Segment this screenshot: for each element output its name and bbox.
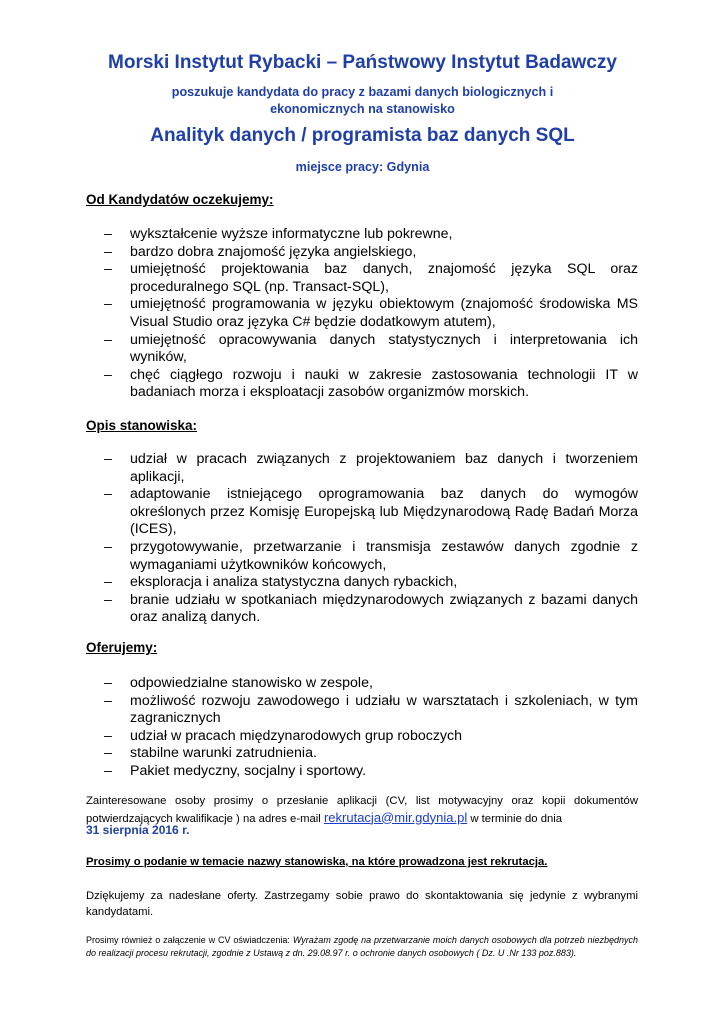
description-list bbox=[104, 451, 638, 627]
list-item: – udział w pracach związanych z projektowaniem baz danych i tworzeniem aplikacji, bbox=[104, 451, 638, 485]
dash-marker: – bbox=[104, 591, 112, 608]
requirements-list bbox=[104, 226, 638, 402]
subtitle-line-2: ekonomicznych na stanowisko bbox=[270, 102, 455, 116]
subtitle-line-1: poszukuje kandydata do pracy z bazami danych biologicznych i bbox=[171, 85, 554, 99]
list-item: – umiejętność opracowywania danych statystycznych i interpretowania ich wyników, bbox=[104, 331, 638, 366]
application-instructions: Zainteresowane osoby prosimy o przesłanie aplikacji (CV, list motywacyjny oraz kopii dokumentów potwierdzających kwalifikacje ) na adres e-mail rekrutacja@mir.gdynia.pl w terminie do dnia bbox=[86, 795, 638, 825]
subtitle bbox=[120, 84, 605, 118]
list-item: – wykształcenie wyższe informatyczne lub pokrewne, bbox=[104, 226, 453, 242]
list-item: – odpowiedzialne stanowisko w zespole, bbox=[104, 675, 373, 691]
list-item: – eksploracja i analiza statystyczna danych rybackich, bbox=[104, 574, 458, 591]
dash-marker: – bbox=[104, 675, 112, 691]
dash-marker: – bbox=[104, 331, 112, 348]
consent-clause: Prosimy również o załączenie w CV oświadczenia: Wyrażam zgodę na przetwarzanie moich danych osobowych dla potrzeb niezbędnych do realizacji procesu rekrutacji, zgodnie z Ustawą z dn. 29.08.97 r. o ochronie danych osobowych ( Dz. U .Nr 133 poz.883). bbox=[86, 935, 638, 958]
dash-marker: – bbox=[104, 486, 112, 503]
offer-heading: Oferujemy: bbox=[86, 640, 158, 655]
dash-marker: – bbox=[104, 745, 112, 762]
list-item: – adaptowanie istniejącego oprogramowania baz danych do wymogów określonych przez Komisję Europejską lub Międzynarodową Radę Badań Morza (ICES), bbox=[104, 486, 638, 538]
dash-marker: – bbox=[104, 243, 112, 260]
list-item: – stabilne warunki zatrudnienia. bbox=[104, 745, 317, 762]
list-item: – przygotowywanie, przetwarzanie i transmisja zestawów danych zgodnie z wymaganiami użytkowników końcowych, bbox=[104, 538, 638, 573]
list-item: – Pakiet medyczny, socjalny i sportowy. bbox=[104, 762, 367, 779]
dash-marker: – bbox=[104, 366, 112, 383]
offer-list bbox=[104, 675, 638, 781]
dash-marker: – bbox=[104, 451, 112, 467]
list-item: – chęć ciągłego rozwoju i nauki w zakresie zastosowania technologii IT w badaniach morza i eksploatacji zasobów organizmów morskich. bbox=[104, 366, 638, 401]
work-location: miejsce pracy: Gdynia bbox=[295, 160, 430, 174]
dash-marker: – bbox=[104, 226, 112, 242]
list-item: – umiejętność programowania w języku obiektowym (znajomość środowiska MS Visual Studio oraz języka C# będzie dodatkowym atutem), bbox=[104, 296, 638, 330]
dash-marker: – bbox=[104, 692, 112, 709]
list-item: – umiejętność projektowania baz danych, znajomość języka SQL oraz proceduralnego SQL (np. Transact-SQL), bbox=[104, 261, 638, 295]
dash-marker: – bbox=[104, 762, 112, 779]
dash-marker: – bbox=[104, 261, 112, 278]
dash-marker: – bbox=[104, 727, 112, 744]
subject-note: Prosimy o podanie w temacie nazwy stanowiska, na które prowadzona jest rekrutacja. bbox=[86, 856, 548, 868]
list-item: – udział w pracach międzynarodowych grup roboczych bbox=[104, 727, 462, 744]
deadline-date: 31 sierpnia 2016 r. bbox=[86, 823, 190, 837]
requirements-heading: Od Kandydatów oczekujemy: bbox=[86, 192, 274, 207]
description-heading: Opis stanowiska: bbox=[86, 418, 198, 433]
dash-marker: – bbox=[104, 574, 112, 591]
dash-marker: – bbox=[104, 296, 112, 313]
email-link[interactable]: rekrutacja@mir.gdynia.pl bbox=[323, 809, 468, 825]
list-item: – możliwość rozwoju zawodowego i udziału w warsztatach i szkoleniach, w tym zagranicznych bbox=[104, 692, 638, 727]
job-title: Analityk danych / programista baz danych SQL bbox=[150, 125, 575, 146]
list-item: – branie udziału w spotkaniach międzynarodowych związanych z bazami danych oraz analizą danych. bbox=[104, 591, 638, 626]
organization-title: Morski Instytut Rybacki – Państwowy Instytut Badawczy bbox=[108, 52, 617, 73]
thanks-text: Dziękujemy za nadesłane oferty. Zastrzegamy sobie prawo do skontaktowania się jedynie z wybranymi kandydatami. bbox=[86, 890, 638, 918]
dash-marker: – bbox=[104, 538, 112, 555]
consent-statement: Wyrażam zgodę na przetwarzanie moich danych osobowych dla potrzeb niezbędnych do realizacji procesu rekrutacji, zgodnie z Ustawą z dn. 29.08.97 r. o ochronie danych osobowych ( Dz. U .Nr 133 poz.883). bbox=[86, 935, 638, 958]
list-item: – bardzo dobra znajomość języka angielskiego, bbox=[104, 243, 417, 260]
